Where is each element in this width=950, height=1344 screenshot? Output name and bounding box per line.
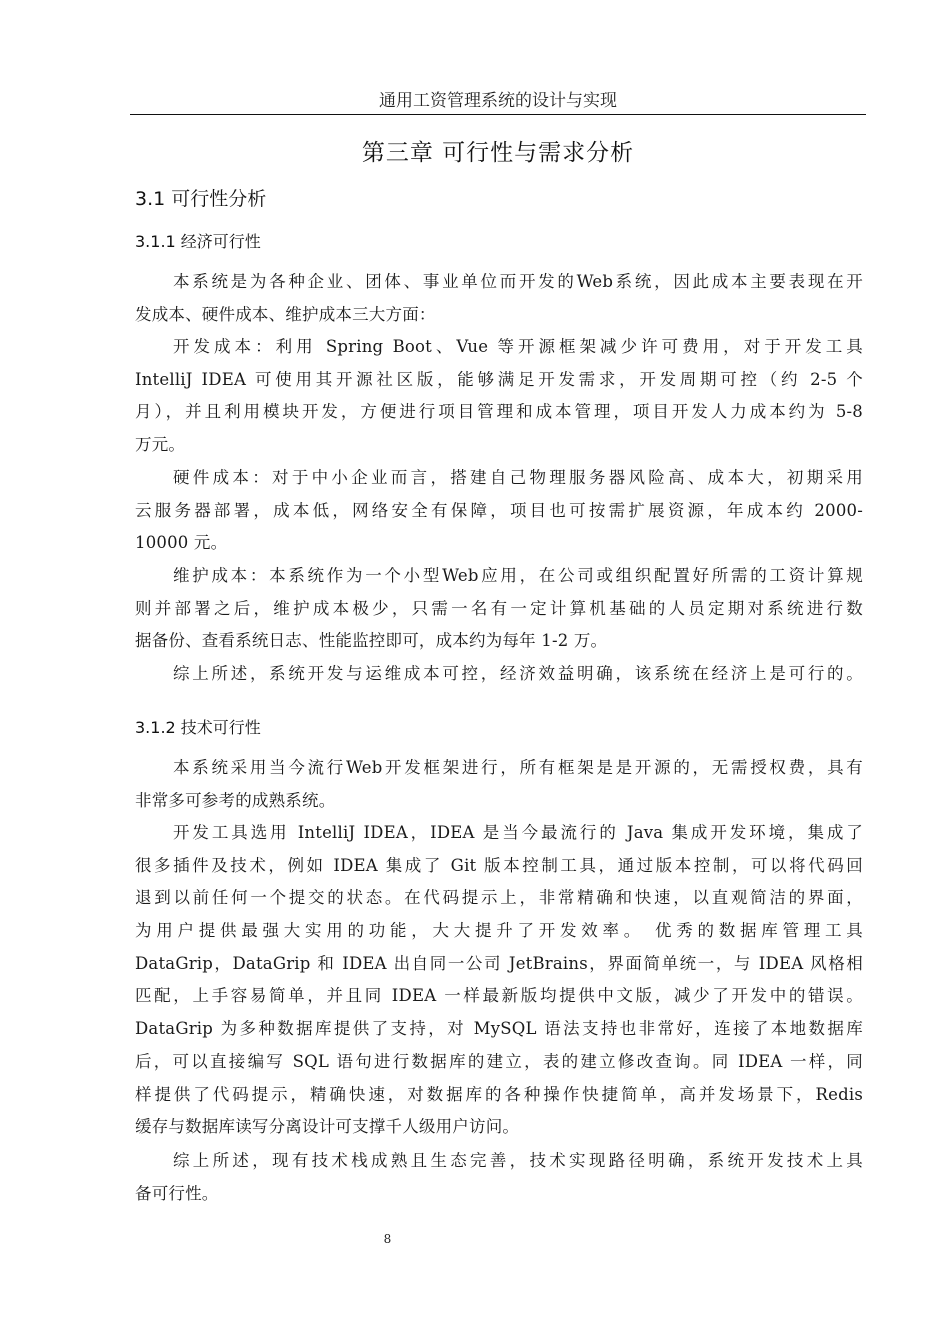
text-line: 非常多可参考的成熟系统。 [135, 790, 336, 810]
text-line: 综上所述，现有技术栈成熟且生态完善，技术实现路径明确，系统开发技术上具 [173, 1151, 863, 1170]
text-line: 很多插件及技术，例如 IDEA 集成了 Git 版本控制工具，通过版本控制，可以将代码回 [135, 855, 863, 875]
text-line: 为用户提供最强大实用的功能，大大提升了开发效率。 优秀的数据库管理工具 [135, 921, 863, 941]
text-line: 开发成本：利用 Spring Boot、Vue 等开源框架减少许可费用，对于开发工具 [173, 337, 863, 356]
text-line: 维护成本：本系统作为一个小型Web应用，在公司或组织配置好所需的工资计算规 [173, 566, 863, 585]
page-number: 8 [383, 1232, 392, 1246]
section-heading-3-1-1: 3.1.1 经济可行性 [135, 232, 261, 251]
text-line: 据备份、查看系统日志、性能监控即可，成本约为每年 1-2 万。 [135, 631, 608, 651]
text-line: DataGrip，DataGrip 和 IDEA 出自同一公司 JetBrains，界面简单统一，与 IDEA 风格相 [135, 953, 863, 973]
paragraph-economic-summary [135, 658, 863, 691]
section-heading-3-1: 3.1 可行性分析 [135, 188, 267, 210]
text-line: DataGrip 为多种数据库提供了支持，对 MySQL 语法支持也非常好，连接了本地数据库 [135, 1019, 863, 1039]
chapter-title: 第三章 可行性与需求分析 [361, 140, 635, 166]
text-line: 本系统采用当今流行Web开发框架进行，所有框架是是开源的，无需授权费，具有 [173, 758, 863, 777]
text-line: 后，可以直接编写 SQL 语句进行数据库的建立，表的建立修改查询。同 IDEA 一样，同 [135, 1051, 863, 1071]
text-line: 月），并且利用模块开发，方便进行项目管理和成本管理，项目开发人力成本约为 5-8 [135, 402, 863, 422]
text-line: 10000 元。 [135, 533, 228, 553]
text-line: 则并部署之后，维护成本极少，只需一名有一定计算机基础的人员定期对系统进行数 [135, 598, 863, 618]
paragraph-development-cost [135, 331, 863, 462]
section-heading-3-1-2: 3.1.2 技术可行性 [135, 718, 261, 737]
paragraph-technical-intro [135, 752, 863, 817]
paragraph-hardware-cost [135, 462, 863, 560]
text-line: 备可行性。 [135, 1183, 219, 1203]
text-line: 硬件成本：对于中小企业而言，搭建自己物理服务器风险高、成本大，初期采用 [173, 468, 863, 487]
header-rule [130, 114, 866, 115]
paragraph-dev-tools [135, 817, 863, 1144]
text-line: 退到以前任何一个提交的状态。在代码提示上，非常精确和快速，以直观简洁的界面， [135, 888, 863, 908]
text-line: 综上所述，系统开发与运维成本可控，经济效益明确，该系统在经济上是可行的。 [173, 664, 863, 683]
text-line: 匹配，上手容易简单，并且同 IDEA 一样最新版均提供中文版，减少了开发中的错误。 [135, 986, 863, 1006]
text-line: 万元。 [135, 435, 186, 455]
text-line: 缓存与数据库读写分离设计可支撑千人级用户访问。 [135, 1117, 520, 1137]
running-header: 通用工资管理系统的设计与实现 [379, 91, 617, 111]
text-line: IntelliJ IDEA 可使用其开源社区版，能够满足开发需求，开发周期可控（约 2-5 个 [135, 369, 863, 389]
paragraph-economic-intro [135, 266, 863, 331]
paragraph-technical-summary [135, 1145, 863, 1210]
text-line: 发成本、硬件成本、维护成本三大方面： [135, 304, 436, 324]
paragraph-maintenance-cost [135, 560, 863, 658]
text-line: 开发工具选用 IntelliJ IDEA，IDEA 是当今最流行的 Java 集成开发环境，集成了 [173, 823, 863, 842]
text-line: 云服务器部署，成本低，网络安全有保障，项目也可按需扩展资源，年成本约 2000- [135, 500, 863, 520]
text-line: 样提供了代码提示，精确快速，对数据库的各种操作快捷简单，高并发场景下，Redis [135, 1084, 863, 1104]
text-line: 本系统是为各种企业、团体、事业单位而开发的Web系统，因此成本主要表现在开 [173, 272, 863, 291]
